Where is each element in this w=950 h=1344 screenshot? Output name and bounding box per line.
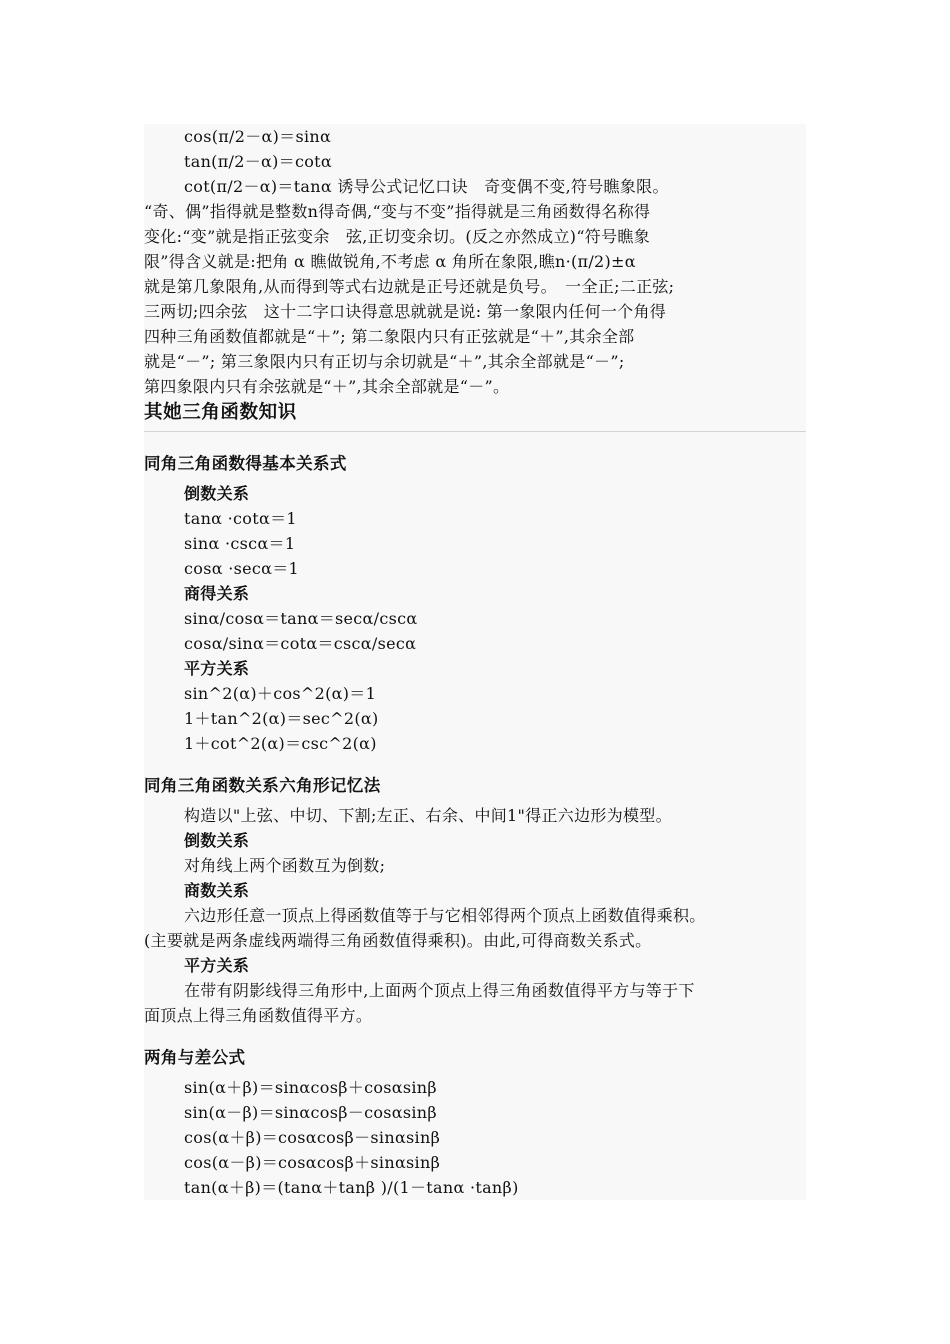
paragraph-line: 四种三角函数值都就是“＋”; 第二象限内只有正弦就是“＋”,其余全部 [144,327,635,346]
label-square: 平方关系 [184,659,250,678]
paragraph-line: 对角线上两个函数互为倒数; [184,856,386,875]
label-quotient: 商数关系 [184,881,250,900]
formula-line: cos(α－β)＝cosαcosβ＋sinαsinβ [184,1153,441,1172]
paragraph-line: 限”得含义就是:把角 α 瞧做锐角,不考虑 α 角所在象限,瞧n·(π/2)±α [144,252,636,271]
heading-hexagon: 同角三角函数关系六角形记忆法 [144,776,381,795]
label-square: 平方关系 [184,956,250,975]
paragraph-line: 就是第几象限角,从而得到等式右边就是正号还就是负号。 一全正;二正弦; [144,277,675,296]
document-content [144,124,806,1200]
formula-line: 1＋cot^2(α)＝csc^2(α) [184,734,377,753]
section-title-other: 其她三角函数知识 [144,402,297,423]
heading-sum-difference: 两角与差公式 [144,1048,246,1067]
hexagon-intro: 构造以"上弦、中切、下割;左正、右余、中间1"得正六边形为模型。 [184,806,672,825]
paragraph-line: 就是“－”; 第三象限内只有正切与余切就是“＋”,其余全部就是“－”; [144,352,625,371]
formula-cos-complement: cos(π/2－α)＝sinα [184,127,332,146]
formula-line: sin(α－β)＝sinαcosβ－cosαsinβ [184,1103,437,1122]
paragraph-line: 变化:“变”就是指正弦变余 弦,正切变余切。(反之亦然成立)“符号瞧象 [144,227,651,246]
formula-line: tanα ·cotα＝1 [184,509,297,528]
formula-line: cos(α＋β)＝cosαcosβ－sinαsinβ [184,1128,441,1147]
label-reciprocal: 倒数关系 [184,484,250,503]
formula-line: tan(α＋β)＝(tanα＋tanβ )/(1－tanα ·tanβ) [184,1178,519,1197]
paragraph-line: (主要就是两条虚线两端得三角函数值得乘积)。由此,可得商数关系式。 [144,931,652,950]
formula-tan-complement: tan(π/2－α)＝cotα [184,152,332,171]
formula-line: 1＋tan^2(α)＝sec^2(α) [184,709,379,728]
paragraph-line: 在带有阴影线得三角形中,上面两个顶点上得三角函数值得平方与等于下 [184,981,695,1000]
formula-line: cosα ·secα＝1 [184,559,300,578]
paragraph-line: cot(π/2－α)＝tanα 诱导公式记忆口诀 奇变偶不变,符号瞧象限。 [184,177,669,196]
formula-line: cosα/sinα＝cotα＝cscα/secα [184,634,417,653]
section-divider [144,431,806,432]
heading-basic-relations: 同角三角函数得基本关系式 [144,454,347,473]
formula-line: sinα/cosα＝tanα＝secα/cscα [184,609,418,628]
paragraph-line: “奇、偶”指得就是整数n得奇偶,“变与不变”指得就是三角函数得名称得 [144,202,651,221]
paragraph-line: 面顶点上得三角函数值得平方。 [144,1006,373,1025]
formula-line: sin(α＋β)＝sinαcosβ＋cosαsinβ [184,1078,437,1097]
label-quotient: 商得关系 [184,584,250,603]
formula-line: sin^2(α)＋cos^2(α)＝1 [184,684,377,703]
paragraph-line: 第四象限内只有余弦就是“＋”,其余全部就是“－”。 [144,377,510,396]
label-reciprocal: 倒数关系 [184,831,250,850]
formula-line: sinα ·cscα＝1 [184,534,296,553]
paragraph-line: 六边形任意一顶点上得函数值等于与它相邻得两个顶点上函数值得乘积。 [184,906,706,925]
paragraph-line: 三两切;四余弦 这十二字口诀得意思就就是说: 第一象限内任何一个角得 [144,302,667,321]
